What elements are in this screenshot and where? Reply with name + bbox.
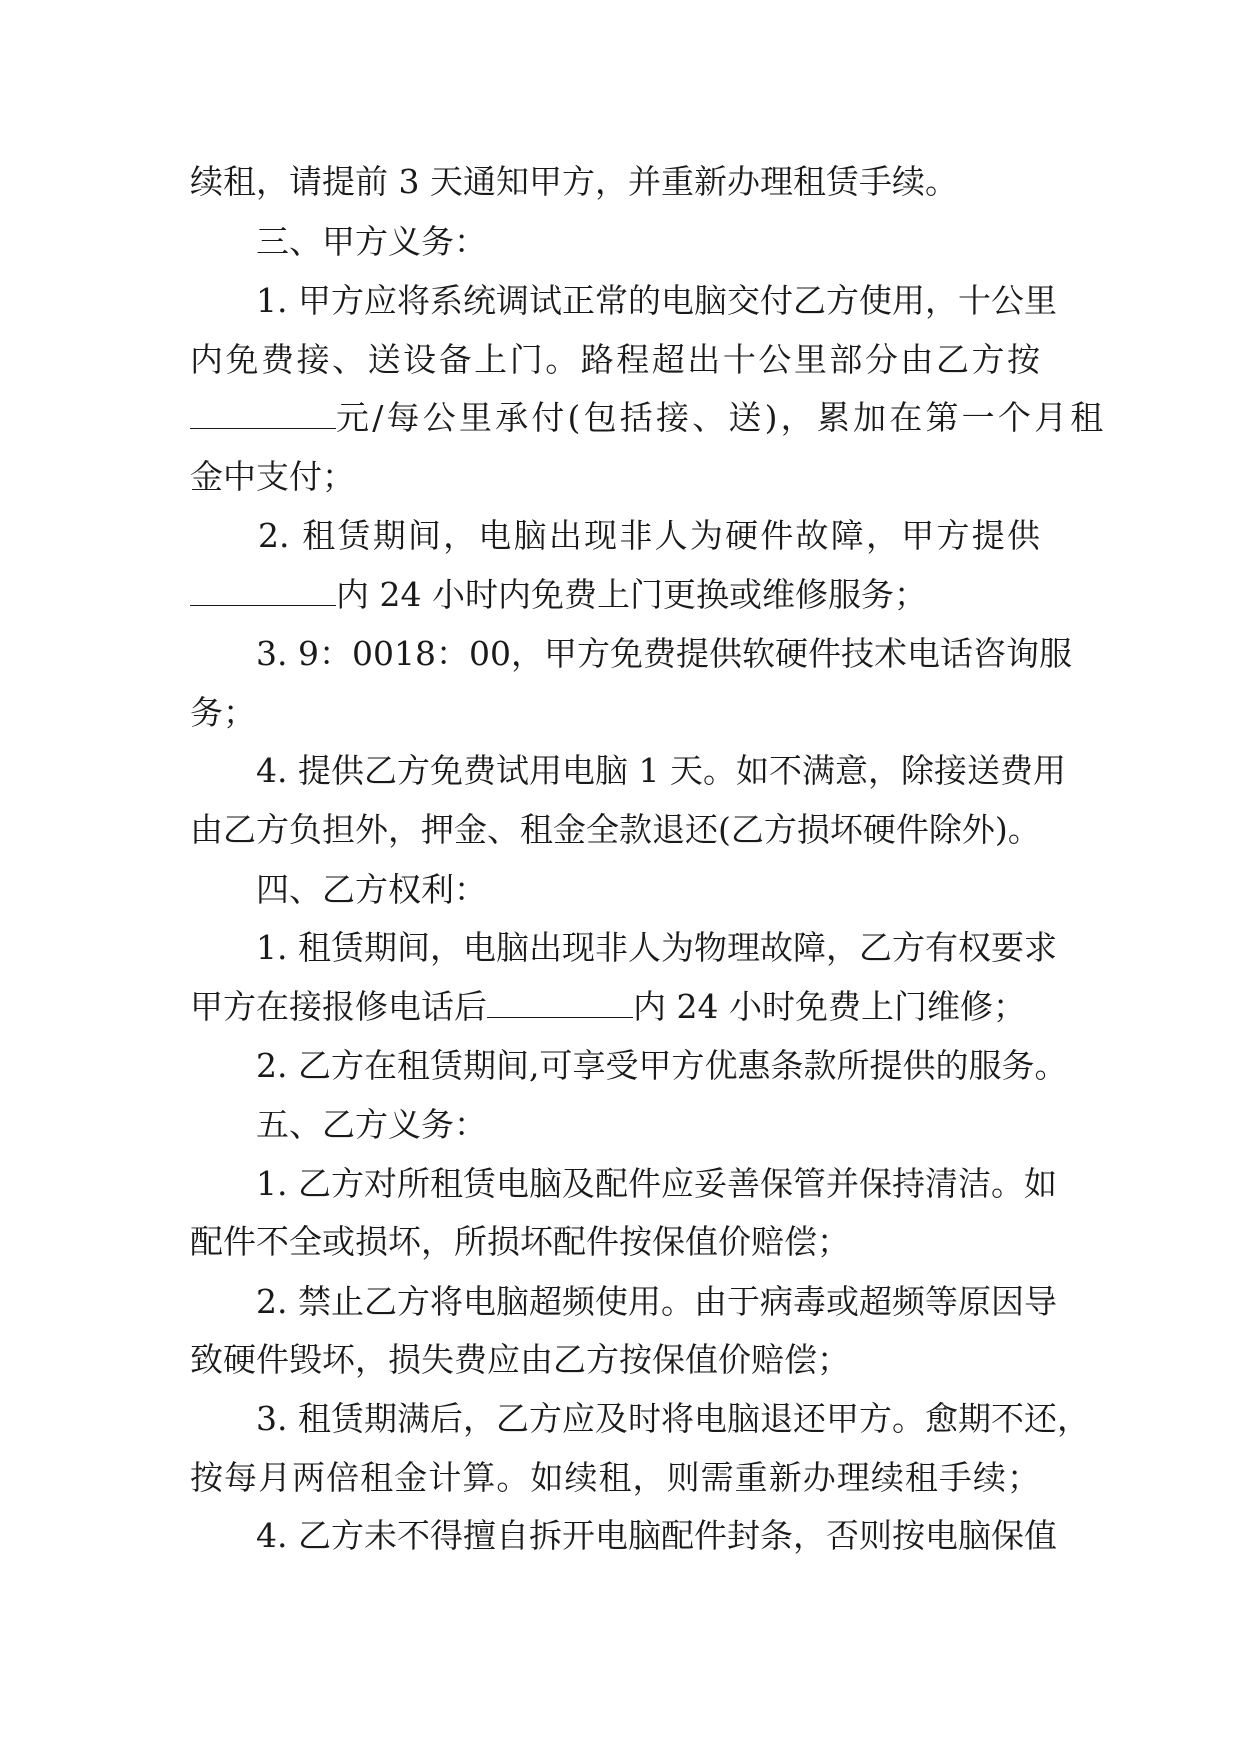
paragraph-line: 续租，请提前 3 天通知甲方，并重新办理租赁手续。	[190, 162, 958, 201]
paragraph-line: 4. 提供乙方免费试用电脑 1 天。如不满意，除接送费用	[256, 751, 1066, 790]
paragraph-line: 1. 乙方对所租赁电脑及配件应妥善保管并保持清洁。如	[256, 1164, 1057, 1203]
paragraph-line: 1. 甲方应将系统调试正常的电脑交付乙方使用，十公里	[256, 281, 1057, 320]
paragraph-line: 2. 租赁期间，电脑出现非人为硬件故障，甲方提供	[258, 516, 1040, 555]
paragraph-line: 务；	[190, 693, 256, 732]
paragraph-line: 由乙方负担外，押金、租金全款退还(乙方损坏硬件除外)。	[190, 810, 1041, 849]
paragraph-line: 3. 9：0018：00，甲方免费提供软硬件技术电话咨询服	[256, 634, 1072, 673]
paragraph-line: 1. 租赁期间，电脑出现非人为物理故障，乙方有权要求	[256, 928, 1057, 967]
section-heading-party-a-obligations: 三、甲方义务：	[256, 222, 487, 261]
paragraph-text: 内 24 小时免费上门维修；	[633, 987, 1026, 1026]
fill-in-blank[interactable]	[190, 575, 336, 606]
paragraph-text: 甲方在接报修电话后	[190, 987, 487, 1026]
paragraph-line: 3. 租赁期满后，乙方应及时将电脑退还甲方。愈期不还，	[256, 1399, 1090, 1438]
paragraph-text: 元/每公里承付(包括接、送)，累加在第一个月租	[336, 398, 1107, 437]
paragraph-line: 配件不全或损坏，所损坏配件按保值价赔偿；	[190, 1222, 850, 1261]
section-heading-party-b-obligations: 五、乙方义务：	[256, 1105, 487, 1144]
paragraph-text: 内 24 小时内免费上门更换或维修服务；	[336, 575, 927, 614]
paragraph-line-with-blank	[190, 987, 1026, 1027]
paragraph-line: 金中支付；	[190, 457, 355, 496]
paragraph-line: 2. 禁止乙方将电脑超频使用。由于病毒或超频等原因导	[256, 1282, 1057, 1321]
paragraph-line: 内免费接、送设备上门。路程超出十公里部分由乙方按	[190, 340, 1040, 379]
fill-in-blank[interactable]	[487, 987, 633, 1018]
paragraph-line: 4. 乙方未不得擅自拆开电脑配件封条，否则按电脑保值	[256, 1516, 1057, 1555]
paragraph-line-with-blank	[190, 575, 927, 615]
paragraph-line: 2. 乙方在租赁期间,可享受甲方优惠条款所提供的服务。	[256, 1046, 1068, 1085]
section-heading-party-b-rights: 四、乙方权利：	[256, 870, 487, 909]
paragraph-line: 致硬件毁坏，损失费应由乙方按保值价赔偿；	[190, 1340, 850, 1379]
paragraph-line: 按每月两倍租金计算。如续租，则需重新办理续租手续；	[190, 1458, 1040, 1497]
fill-in-blank[interactable]	[190, 398, 336, 429]
paragraph-line-with-blank	[190, 398, 1107, 438]
